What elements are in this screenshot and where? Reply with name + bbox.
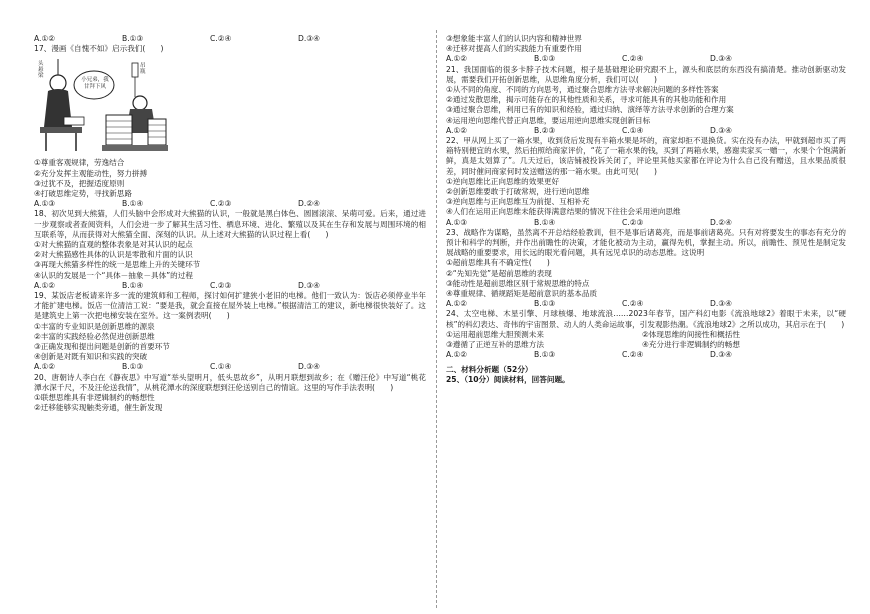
- q18-item: ③再现大熊猫多样性的统一是思维上升的关键环节: [34, 260, 201, 270]
- q22-item: ②创新思维要敢于打破常规，进行逆向思维: [446, 187, 590, 197]
- cartoon-left-label: 头悬梁: [38, 61, 44, 80]
- q18-item: ①对大熊猫的直观的整体表象是对其认识的起点: [34, 240, 193, 250]
- cartoon-right-label: 吊瓶: [140, 63, 146, 76]
- q24-item: ④充分进行非逻辑制约的畅想: [642, 340, 740, 350]
- q23-options: [446, 299, 846, 309]
- q21-item: ③通过聚合思维，利用已有的知识和经验，通过归纳、演绎等方法寻求创新的合理方案: [446, 105, 734, 115]
- q23-item: ②“先知先觉”是超前思维的表现: [446, 268, 552, 278]
- q22-item: ④人们在运用正向思维未能获得满意结果的情况下往往会采用逆向思维: [446, 207, 681, 217]
- q20-stem: 20、唐朝诗人李白在《静夜思》中写道“举头望明月，低头思故乡”，从明月联想到故乡；在《赠汪伦》中写道“桃花潭水深千尺，不及汪伦送我情”，从桃花潭水的深度联想到汪伦送别自己的情谊。这里的写作手法表明( ): [34, 372, 426, 392]
- q20-options: [446, 54, 846, 64]
- q23-stem: 23、战略作为谋略，虽然离不开总结经验教训，但不是事后诸葛亮，而是事前诸葛亮。只有对将要发生的事态有充分的预计和科学的判断，并作出前瞻性的决策，才能化被动为主动，赢得先机，掌握主动。所以，前瞻性、预见性是制定发展战略的重要要求，用长远的眼光看问题，具有远见卓识的动态思维。这说明: [446, 227, 846, 258]
- q24-options: [446, 350, 846, 360]
- q17-options: [34, 199, 426, 209]
- option: B.①③: [534, 54, 556, 64]
- q22-options: [446, 218, 846, 228]
- q18-item: ②对大熊猫感性具体的认识是零散和片面的认识: [34, 250, 193, 260]
- option: D.③④: [710, 299, 732, 309]
- option: D.③④: [298, 362, 320, 372]
- option: A.①②: [446, 125, 468, 135]
- option: D.③④: [298, 34, 320, 43]
- q21-options: [446, 126, 846, 136]
- q20-item: ②迁移能够实现触类旁通，催生新发现: [34, 403, 163, 413]
- q19-stem: 19、某饭店老板请来许多一流的建筑师和工程师，探讨如何扩建狭小老旧的电梯。他们一致认为：饭店必须停业半年才能扩建电梯。饭店一位清洁工说：“要是我，就会直接在屋外装上电梯。”根据清洁工的建议，新电梯很快装好了。这是建筑史上第一次把电梯安装在室外。这一案例表明( ): [34, 291, 426, 321]
- q19-item: ④创新是对既有知识和实践的突破: [34, 352, 148, 362]
- q19-item: ③正确发现和提出问题是创新的首要环节: [34, 342, 170, 352]
- option: C.②④: [210, 34, 232, 43]
- option: D.③④: [710, 54, 732, 64]
- q19-item: ②丰富的实践经验必然促进创新思维: [34, 331, 155, 341]
- q17-item: ④打破思维定势，寻找新思路: [34, 189, 132, 199]
- option: A.①③: [446, 217, 468, 227]
- option: D.③④: [710, 350, 732, 360]
- option: A.①②: [34, 34, 56, 43]
- option: A.①②: [34, 280, 56, 290]
- q22-item: ①逆向思维比正向思维的效果更好: [446, 176, 560, 186]
- left-column: [34, 34, 426, 606]
- option: C.②③: [210, 280, 232, 290]
- q17-item: ①尊重客观规律，劳逸结合: [34, 158, 125, 168]
- option: B.①③: [122, 34, 144, 43]
- option: C.②④: [622, 299, 644, 309]
- option: B.①③: [122, 362, 144, 372]
- column-divider: [436, 30, 437, 608]
- option: A.①②: [34, 362, 56, 372]
- q24-stem: 24、太空电梯、木星引擎、月球核爆、地球流浪……2023年春节，国产科幻电影《流浪地球2》着眼于未来，以“硬核”的科幻表达、奇伟的宇宙图景、动人的人类命运故事，引发观影热潮。《流浪地球2》之所以成功，其启示在于( ): [446, 309, 846, 329]
- q20-item: ③想象能丰富人们的认识内容和精神世界: [446, 34, 582, 43]
- q21-item: ④运用逆向思维代替正向思维，要运用逆向思维实现创新目标: [446, 115, 651, 125]
- q16-options: [34, 34, 426, 44]
- option: A.①②: [446, 350, 468, 360]
- option: B.①④: [122, 280, 144, 290]
- q24-item: ②体现思维的间接性和概括性: [642, 329, 740, 339]
- option: C.②④: [622, 350, 644, 360]
- q20-item: ①联想思维具有非逻辑制约的畅想性: [34, 393, 155, 403]
- right-column: [446, 34, 846, 606]
- q18-stem: 18、初次见到大熊猫，人们头脑中会形成对大熊猫的认识，一般就是黑白体色、圆圆滚滚、呆萌可爱。后来，通过进一步观察或者查阅资料，人们会进一步了解其生活习性、栖息环境、进化、繁殖以及其在生存和发展与周围环境的相互联系等，从而获得对大熊猫全面、深刻的认识。从上述对大熊猫的认识过程上看( ): [34, 209, 426, 239]
- q24-item: ③遵循了正逆互补的思维方法: [446, 340, 544, 350]
- option: B.①③: [534, 299, 556, 309]
- q20-item: ④迁移对提高人们的实践能力有重要作用: [446, 44, 582, 54]
- q17-item: ②充分发挥主观能动性，努力拼搏: [34, 168, 148, 178]
- q17-stem: 17、漫画《自愧不如》启示我们( ): [34, 44, 164, 54]
- option: D.③④: [710, 125, 732, 135]
- q18-options: [34, 281, 426, 291]
- q17-item: ③过犹不及，把握适度原则: [34, 178, 125, 188]
- cartoon-bubble-text: 小兄弟，我甘拜下风: [81, 77, 109, 90]
- q19-options: [34, 362, 426, 372]
- option: D.②④: [710, 217, 732, 227]
- q22-stem: 22、甲从网上买了一箱水果，收到货后发现有半箱水果是坏的，商家却拒不退换货。实在没有办法，甲就到超市买了两箱特别便宜的水果，然后拍照给商家评价，“花了一箱水果的钱，买到了两箱水果，感谢卖家买一赠一，水果个个饱满新鲜，真是太划算了”。几天过后，该店铺被投诉关闭了，评论里其他买家都在评论为什么自己没有赠送，且水果品质很差，同时催问商家何时发送赠送的那一箱水果。由此可见( ): [446, 136, 846, 176]
- q24-items-row2: [446, 340, 846, 350]
- q23-item: ③能动性是超前思维区别于常规思维的特点: [446, 278, 590, 288]
- option: B.②③: [534, 125, 556, 135]
- option: C.②③: [622, 217, 644, 227]
- q21-stem: 21、我国面临的很多卡脖子技术问题，根子是基础理论研究跟不上，源头和底层的东西没有搞清楚。推动创新驱动发展，需要我们开拓创新思维，从思维角度分析，我们可以( ): [446, 64, 846, 84]
- cartoon-image: [36, 57, 168, 155]
- q24-item: ①运用超前思维大胆预测未来: [446, 329, 544, 339]
- option: B.①④: [122, 199, 144, 209]
- q24-items-row1: [446, 330, 846, 340]
- option: C.①④: [622, 125, 644, 135]
- option: A.①②: [446, 299, 468, 309]
- q19-item: ①丰富的专业知识是创新思维的源泉: [34, 321, 155, 331]
- option: B.①③: [534, 350, 556, 360]
- option: A.①③: [34, 199, 56, 209]
- option: D.②④: [298, 199, 320, 209]
- option: C.②④: [622, 54, 644, 64]
- q18-item: ④认识的发展是一个“具体－抽象－具体”的过程: [34, 270, 193, 280]
- option: A.①②: [446, 54, 468, 64]
- option: B.①④: [534, 217, 556, 227]
- option: D.③④: [298, 280, 320, 290]
- option: C.①④: [210, 362, 232, 372]
- q23-item: ④尊重规律、循规蹈矩是超前意识的基本品质: [446, 289, 598, 299]
- q21-item: ①从不同的角度、不同的方向思考，通过聚合思维方法寻求解决问题的多样性答案: [446, 85, 719, 95]
- q21-item: ②通过发散思维，揭示可能存在的其他性质和关系，寻求可能具有的其他功能和作用: [446, 95, 727, 105]
- q22-item: ③逆向思维与正向思维互为前提、互相补充: [446, 197, 590, 207]
- section-heading: 二、材料分析题（52分）: [446, 364, 533, 374]
- q23-item: ①超前思维具有不确定性( ): [446, 258, 550, 268]
- option: C.②③: [210, 199, 232, 209]
- q25-stem: 25、（10分）阅读材料，回答问题。: [446, 374, 570, 384]
